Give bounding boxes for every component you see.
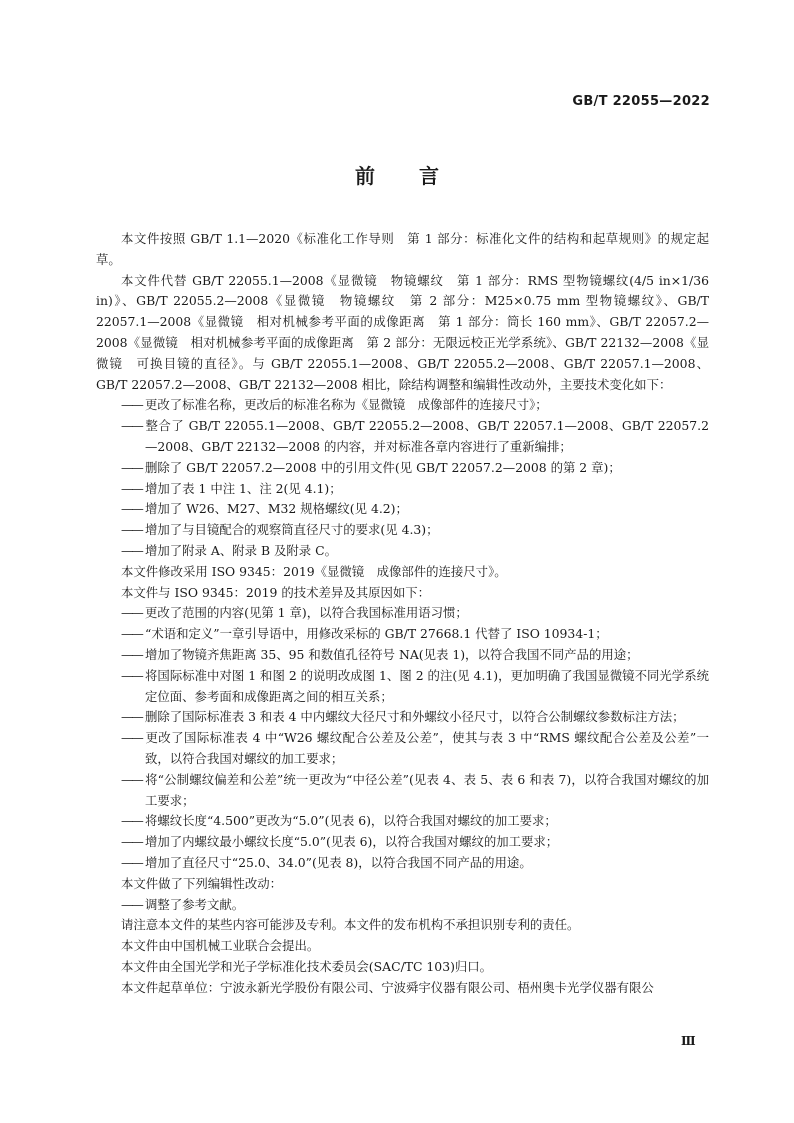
em-dash-marker: —— (121, 480, 142, 496)
list-item (121, 853, 709, 874)
paragraph: 本文件做了下列编辑性改动： (121, 875, 283, 891)
list-item-text: 增加了物镜齐焦距离 35、95 和数值孔径符号 NA(见表 1)，以符合我国不同产品的用途； (145, 646, 639, 662)
list-item-text: 增加了 W26、M27、M32 规格螺纹(见 4.2)； (145, 501, 408, 517)
list-item (121, 895, 709, 916)
list-item-text: 整合了 GB/T 22055.1—2008、GB/T 22055.2—2008、GB/T 22057.1—2008、GB/T 22057.2—2008、GB/T 22132—2008 的内容，并对标准各章内容进行了重新编排； (145, 418, 709, 454)
list-item (121, 520, 709, 541)
list-item-text: 将国际标准中对图 1 和图 2 的说明改成图 1、图 2 的注(见 4.1)，更加明确了我国显微镜不同光学系统定位面、参考面和成像距离之间的相互关系； (145, 667, 709, 704)
list-item-text: “术语和定义”一章引导语中，用修改采标的 GB/T 27668.1 代替了 ISO 10934-1； (145, 626, 608, 642)
em-dash-marker: —— (121, 459, 142, 475)
list-item-text: 将螺纹长度“4.500”更改为“5.0”(见表 6)，以符合我国对螺纹的加工要求； (145, 813, 557, 829)
list-item (121, 458, 709, 479)
list-item (121, 832, 709, 853)
em-dash-marker: —— (121, 501, 142, 517)
em-dash-marker: —— (121, 771, 142, 787)
list-item (121, 541, 709, 562)
title-char-1: 前 (355, 164, 375, 188)
em-dash-marker: —— (121, 813, 142, 829)
paragraph: 本文件由全国光学和光子学标准化技术委员会(SAC/TC 103)归口。 (121, 958, 493, 974)
em-dash-marker: —— (121, 397, 142, 413)
em-dash-marker: —— (121, 522, 142, 538)
list-item (121, 603, 709, 624)
paragraph: 本文件按照 GB/T 1.1—2020《标准化工作导则 第 1 部分：标准化文件的结构和起草规则》的规定起草。 (96, 231, 709, 267)
list-item-text: 更改了标准名称，更改后的标准名称为《显微镜 成像部件的连接尺寸》； (145, 397, 548, 413)
em-dash-marker: —— (121, 667, 142, 683)
list-item (121, 624, 709, 645)
list-item-text: 删除了 GB/T 22057.2—2008 中的引用文件(见 GB/T 22057.2—2008 的第 2 章)； (145, 459, 621, 475)
list-item-text: 增加了与目镜配合的观察筒直径尺寸的要求(见 4.3)； (145, 522, 439, 538)
list-item (121, 479, 709, 500)
list-item (121, 416, 709, 458)
paragraph: 请注意本文件的某些内容可能涉及专利。本文件的发布机构不承担识别专利的责任。 (121, 917, 580, 933)
em-dash-marker: —— (121, 542, 142, 558)
page-title (0, 160, 794, 189)
title-char-2: 言 (419, 164, 439, 188)
list-item (121, 707, 709, 728)
list-item (121, 666, 709, 708)
list-item-text: 增加了直径尺寸“25.0、34.0”(见表 8)，以符合我国不同产品的用途。 (145, 854, 532, 870)
list-item-text: 增加了表 1 中注 1、注 2(见 4.1)； (145, 480, 342, 496)
em-dash-marker: —— (121, 646, 142, 662)
list-item (121, 395, 709, 416)
list-item (121, 770, 709, 812)
paragraph: 本文件由中国机械工业联合会提出。 (121, 938, 320, 954)
list-item (121, 728, 709, 770)
paragraph: 本文件修改采用 ISO 9345：2019《显微镜 成像部件的连接尺寸》。 (121, 563, 507, 579)
paragraph: 本文件代替 GB/T 22055.1—2008《显微镜 物镜螺纹 第 1 部分：RMS 型物镜螺纹(4/5 in×1/36 in)》、GB/T 22055.2—2008《显微镜 物镜螺纹 第 2 部分：M25×0.75 mm 型物镜螺纹》、GB/T 22057.1—2008《显微镜 相对机械参考平面的成像距离 第 1 部分：筒长 160 mm》、GB/T 22057.2—2008《显微镜 相对机械参考平面的成像距离 第 2 部分：无限远校正光学系统》、GB/T 22132—2008《显微镜 可换目镜的直径》。与 GB/T 22055.1—2008、GB/T 22055.2—2008、GB/T 22057.1—2008、GB/T 22057.2—2008、GB/T 22132—2008 相比，除结构调整和编辑性改动外，主要技术变化如下： (96, 272, 709, 392)
page-number: Ⅲ (681, 1034, 696, 1048)
list-item (121, 499, 709, 520)
paragraph: 本文件起草单位：宁波永新光学股份有限公司、宁波舜宇仪器有限公司、梧州奥卡光学仪器有限公 (121, 979, 654, 995)
paragraph: 本文件与 ISO 9345：2019 的技术差异及其原因如下： (121, 584, 431, 600)
em-dash-marker: —— (121, 709, 142, 725)
list-item-text: 删除了国际标准表 3 和表 4 中内螺纹大径尺寸和外螺纹小径尺寸，以符合公制螺纹参数标注方法； (145, 709, 685, 725)
em-dash-marker: —— (121, 896, 142, 912)
list-item-text: 更改了范围的内容(见第 1 章)，以符合我国标准用语习惯； (145, 605, 468, 621)
foreword-body (96, 229, 709, 998)
em-dash-marker: —— (121, 854, 142, 870)
list-item-text: 将“公制螺纹偏差和公差”统一更改为“中径公差”(见表 4、表 5、表 6 和表 7)，以符合我国对螺纹的加工要求； (145, 771, 709, 808)
list-item-text: 增加了附录 A、附录 B 及附录 C。 (145, 542, 337, 558)
em-dash-marker: —— (121, 418, 142, 434)
standard-code: GB/T 22055—2022 (572, 94, 710, 109)
list-item-text: 调整了参考文献。 (145, 896, 245, 912)
list-item (121, 645, 709, 666)
list-item-text: 更改了国际标准表 4 中“W26 螺纹配合公差及公差”，使其与表 3 中“RMS 螺纹配合公差及公差”一致，以符合我国对螺纹的加工要求； (145, 730, 709, 766)
list-item-text: 增加了内螺纹最小螺纹长度“5.0”(见表 6)，以符合我国对螺纹的加工要求； (145, 834, 559, 850)
list-item (121, 811, 709, 832)
em-dash-marker: —— (121, 730, 142, 746)
em-dash-marker: —— (121, 605, 142, 621)
em-dash-marker: —— (121, 834, 142, 850)
em-dash-marker: —— (121, 626, 142, 642)
